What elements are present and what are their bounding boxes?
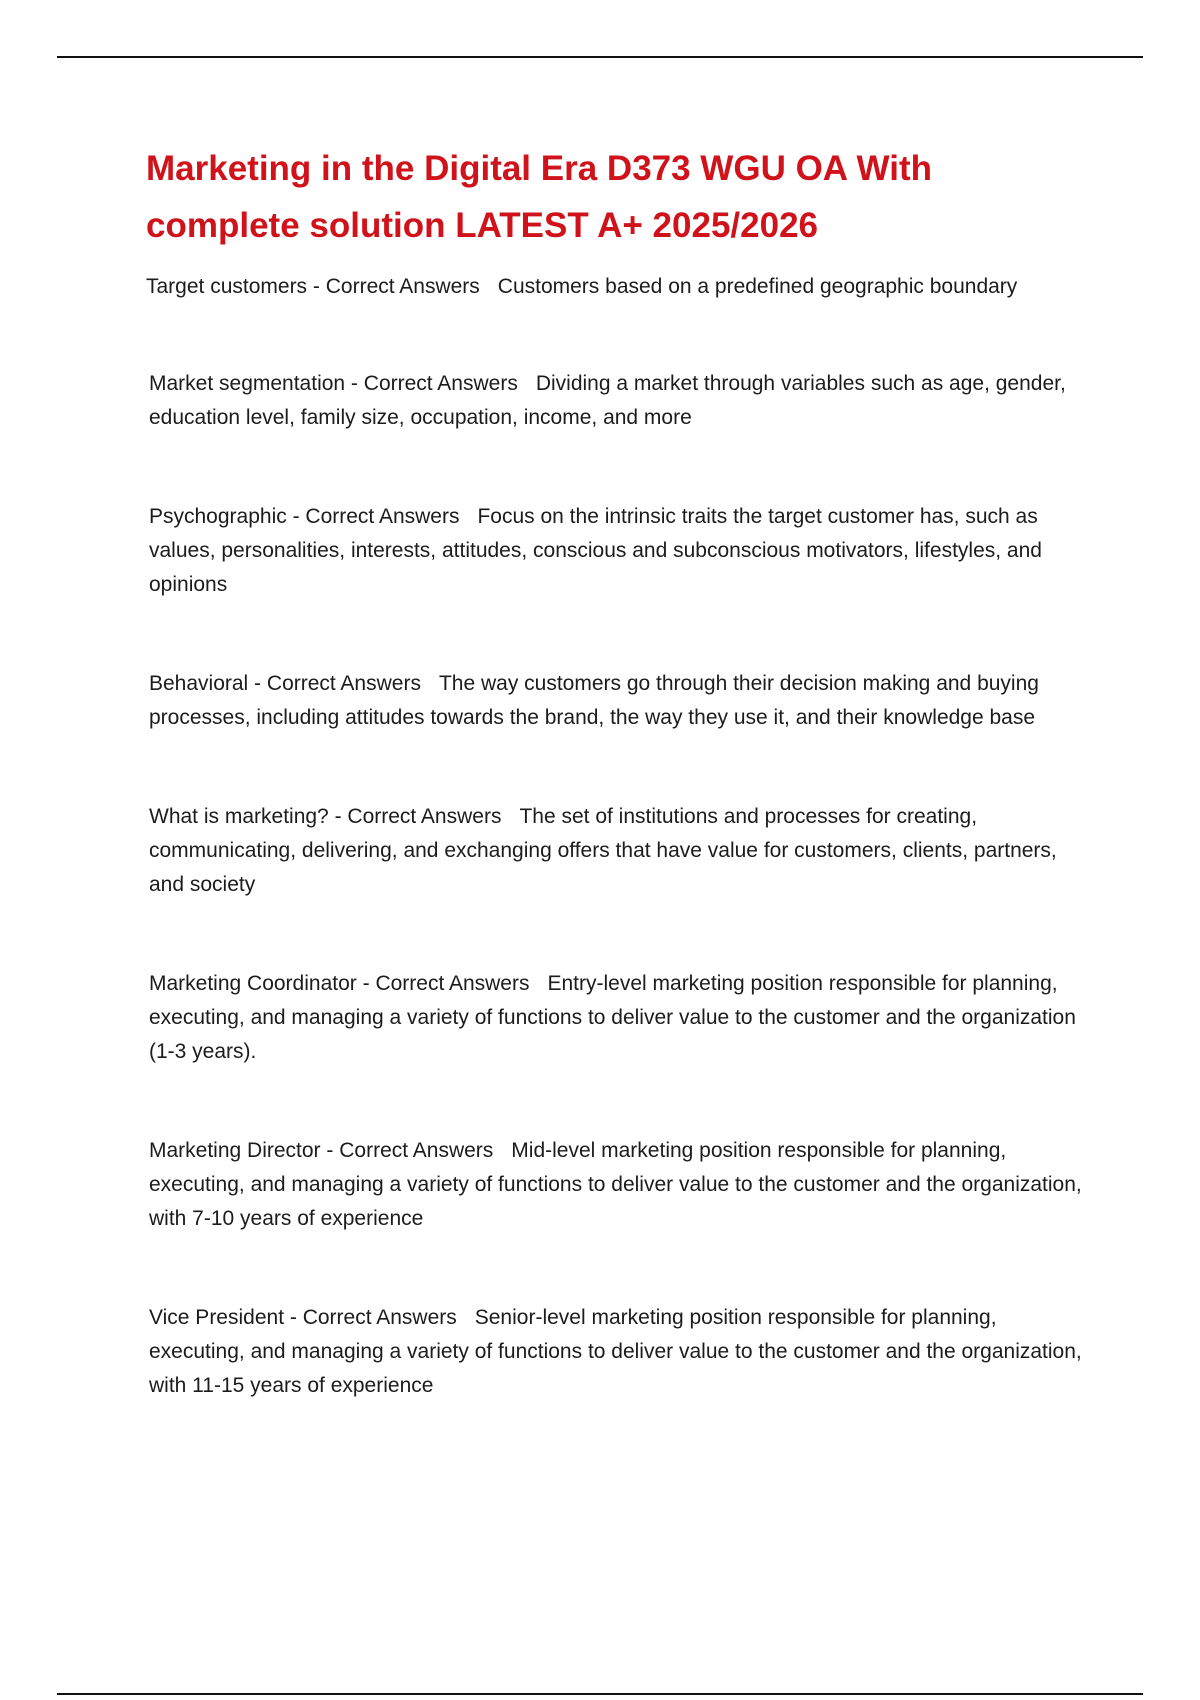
definition: Dividing a market through variables such as age, gender, education level, family size, occupation, income, and more (149, 372, 1066, 429)
qa-entry (146, 367, 1086, 435)
definition: Focus on the intrinsic traits the target customer has, such as values, personalities, interests, attitudes, conscious and subconscious motivators, lifestyles, and opinions (149, 505, 1042, 596)
term: Behavioral - (149, 672, 262, 695)
answer-label: Correct Answers (266, 672, 421, 695)
qa-entry (146, 967, 1086, 1069)
definition: The way customers go through their decision making and buying processes, including attitudes towards the brand, the way they use it, and their knowledge base (149, 672, 1039, 729)
document-body (146, 140, 1086, 1403)
answer-label: Correct Answers (339, 1139, 494, 1162)
qa-entry (146, 500, 1086, 602)
definition: Customers based on a predefined geographic boundary (497, 275, 1018, 298)
qa-entry (146, 270, 1086, 304)
qa-entry (146, 1134, 1086, 1236)
definition: Entry-level marketing position responsible for planning, executing, and managing a variety of functions to deliver value to the customer and the organization (1-3 years). (149, 972, 1076, 1063)
qa-entry (146, 800, 1086, 902)
term: Marketing Coordinator - (149, 972, 370, 995)
qa-entry (146, 1301, 1086, 1403)
term: Marketing Director - (149, 1139, 334, 1162)
answer-label: Correct Answers (375, 972, 530, 995)
definition: Mid-level marketing position responsible for planning, executing, and managing a variety of functions to deliver value to the customer and the organization, with 7-10 years of experience (149, 1139, 1082, 1230)
qa-entry (146, 667, 1086, 735)
definition: The set of institutions and processes for creating, communicating, delivering, and exchanging offers that have value for customers, clients, partners, and society (149, 805, 1057, 896)
answer-label: Correct Answers (302, 1306, 457, 1329)
term: What is marketing? - (149, 805, 342, 828)
term: Psychographic - (149, 505, 300, 528)
term: Market segmentation - (149, 372, 358, 395)
page-title: Marketing in the Digital Era D373 WGU OA With complete solution LATEST A+ 2025/2026 (146, 149, 932, 245)
term: Target customers - (146, 275, 320, 298)
answer-label: Correct Answers (347, 805, 502, 828)
bottom-rule (57, 1693, 1143, 1695)
answer-label: Correct Answers (325, 275, 480, 298)
answer-label: Correct Answers (305, 505, 460, 528)
definition: Senior-level marketing position responsible for planning, executing, and managing a variety of functions to deliver value to the customer and the organization, with 11-15 years of experience (149, 1306, 1082, 1397)
top-rule (57, 56, 1143, 58)
term: Vice President - (149, 1306, 297, 1329)
answer-label: Correct Answers (363, 372, 518, 395)
